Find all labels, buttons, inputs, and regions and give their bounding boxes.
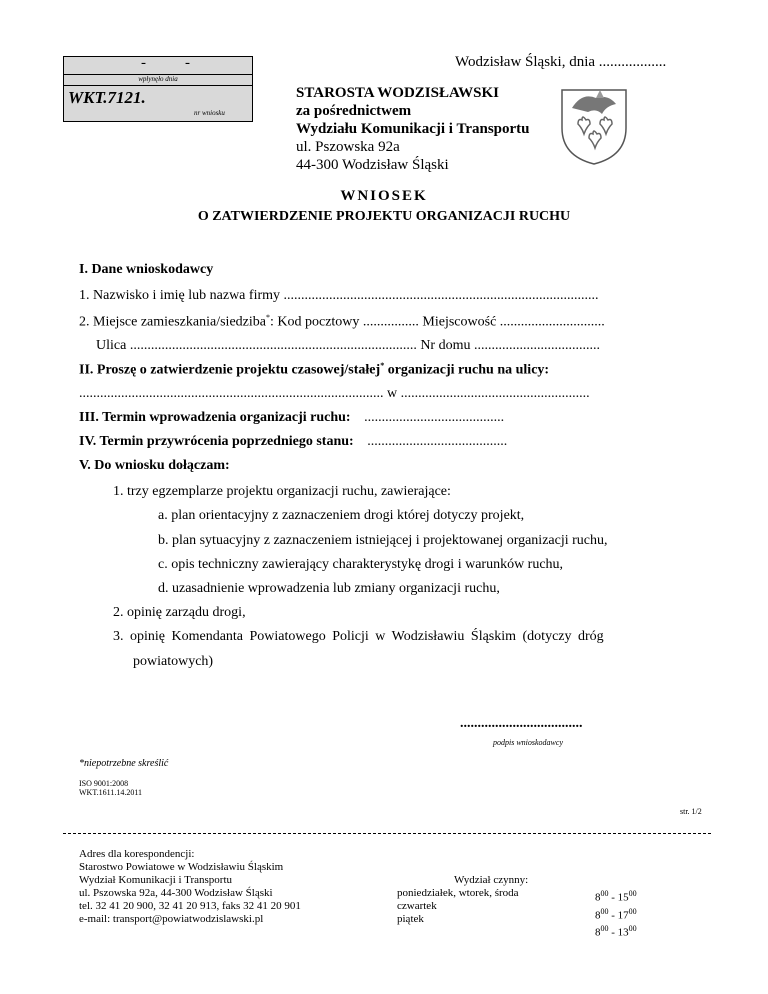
strike-note: *niepotrzebne skreślić [79,758,169,769]
footer-address [79,848,301,926]
footer-email: e-mail: transport@powiatwodzislawski.pl [79,913,264,925]
name-field-line: 1. Nazwisko i imię lub nazwa firmy .......................................................................................... [79,288,599,303]
case-number-label: nr wniosku [194,109,225,117]
hours-row-2 [595,905,637,923]
office-hours-title: Wydział czynny: [454,874,529,886]
hours-from: 8 [595,926,601,939]
days-row-2: czwartek [397,900,437,912]
attachment-item-2: 2. opinię zarządu drogi, [113,605,246,620]
registration-stamp-box [63,56,253,122]
stamp-divider [64,85,252,86]
document-code: WKT.1611.14.2011 [79,788,143,797]
hours-from-minutes: 00 [600,906,609,916]
hours-row-1 [595,887,637,905]
recipient-address [296,84,530,174]
document-title: WNIOSEK [340,188,428,204]
attachment-item-1d: d. uzasadnienie wprowadzenia lub zmiany organizacji ruchu, [158,581,500,596]
recipient-line-5: 44-300 Wodzisław Śląski [296,157,449,173]
hours-from-minutes: 00 [600,889,609,898]
received-date-label: wpłynęło dnia [138,75,178,83]
hours-to: - 15 [608,891,629,904]
case-number: WKT.7121. [68,88,146,107]
iso-label: ISO 9001:2008 [79,779,129,788]
asterisk-footnote: * [380,361,385,370]
attachment-item-1a: a. plan orientacyjny z zaznaczeniem drogi której dotyczy projekt, [158,508,525,523]
section-5-heading: V. Do wniosku dołączam: [79,458,230,473]
received-date-dash-right: - [185,55,190,71]
section-4-dots: ........................................ [367,434,508,449]
section-1-heading: I. Dane wnioskodawcy [79,262,214,277]
recipient-line-4: ul. Pszowska 92a [296,139,400,155]
section-2-heading-a: II. Proszę o zatwierdzenie projektu czasowej/stałej [79,362,381,378]
hours-to-minutes: 00 [628,889,637,898]
section-4-line [79,434,507,450]
attachment-item-3: 3. opinię Komendanta Powiatowego Policji w Wodzisławiu Śląskim (dotyczy dróg [113,629,604,644]
street-field-line: Ulica .................................................................................. Nr domu .................................... [96,338,600,353]
attachment-item-3-cont: powiatowych) [133,654,214,669]
hours-from-minutes: 00 [600,924,609,934]
footer-address-line-4: ul. Pszowska 92a, 44-300 Wodzisław Śląski [79,887,273,899]
office-days [397,887,519,926]
days-row-1: poniedziałek, wtorek, środa [397,887,519,899]
hours-to-minutes: 00 [628,906,637,916]
place-date: Wodzisław Śląski, dnia .................. [455,54,667,70]
hours-from: 8 [595,909,601,922]
attachment-item-1b: b. plan sytuacyjny z zaznaczeniem istniejącej i projektowanej organizacji ruchu, [158,533,608,548]
received-date-row [64,57,252,75]
footer-address-line-2: Starostwo Powiatowe w Wodzisławiu Śląskim [79,861,284,873]
signature-line: ................................... [460,716,583,731]
received-date-dash-left: - [141,55,146,71]
office-hours [595,887,637,940]
footer-address-line-3: Wydział Komunikacji i Transportu [79,874,233,886]
postal-city-fields: : Kod pocztowy ................ Miejscowość .............................. [269,314,605,330]
recipient-line-3: Wydziału Komunikacji i Transportu [296,121,530,137]
cut-line-divider [63,833,711,834]
hours-from: 8 [595,891,601,904]
recipient-line-1: STAROSTA WODZISŁAWSKI [296,85,499,101]
coat-of-arms-icon [556,84,632,166]
document-subtitle: O ZATWIERDZENIE PROJEKTU ORGANIZACJI RUCHU [197,209,571,224]
attachment-item-1c: c. opis techniczny zawierający charakterystykę drogi i warunków ruchu, [158,557,564,572]
section-4-heading: IV. Termin przywrócenia poprzedniego stanu: [79,434,354,449]
street-location-field: ....................................................................................... w ...................................................... [79,386,590,401]
hours-to: - 13 [608,926,629,939]
page-number: str. 1/2 [680,807,702,816]
hours-row-3 [595,922,637,940]
footer-address-line-5: tel. 32 41 20 900, 32 41 20 913, faks 32 41 20 901 [79,900,301,912]
footer-address-line-1: Adres dla korespondencji: [79,848,195,860]
attachment-item-1: 1. trzy egzemplarze projektu organizacji ruchu, zawierające: [113,484,451,499]
residence-field-line [79,313,605,331]
recipient-line-2: za pośrednictwem [296,103,412,119]
section-2-heading [79,361,549,379]
signature-label: podpis wnioskodawcy [493,738,563,747]
residence-label: 2. Miejsce zamieszkania/siedziba [79,314,266,330]
hours-to-minutes: 00 [628,924,637,934]
section-3-heading: III. Termin wprowadzenia organizacji ruchu: [79,410,351,425]
days-row-3: piątek [397,913,424,925]
section-2-heading-b: organizacji ruchu na ulicy: [384,362,550,378]
asterisk-footnote: * [265,313,270,322]
hours-to: - 17 [608,909,629,922]
section-3-dots: ........................................ [364,410,505,425]
section-3-line [79,410,504,426]
